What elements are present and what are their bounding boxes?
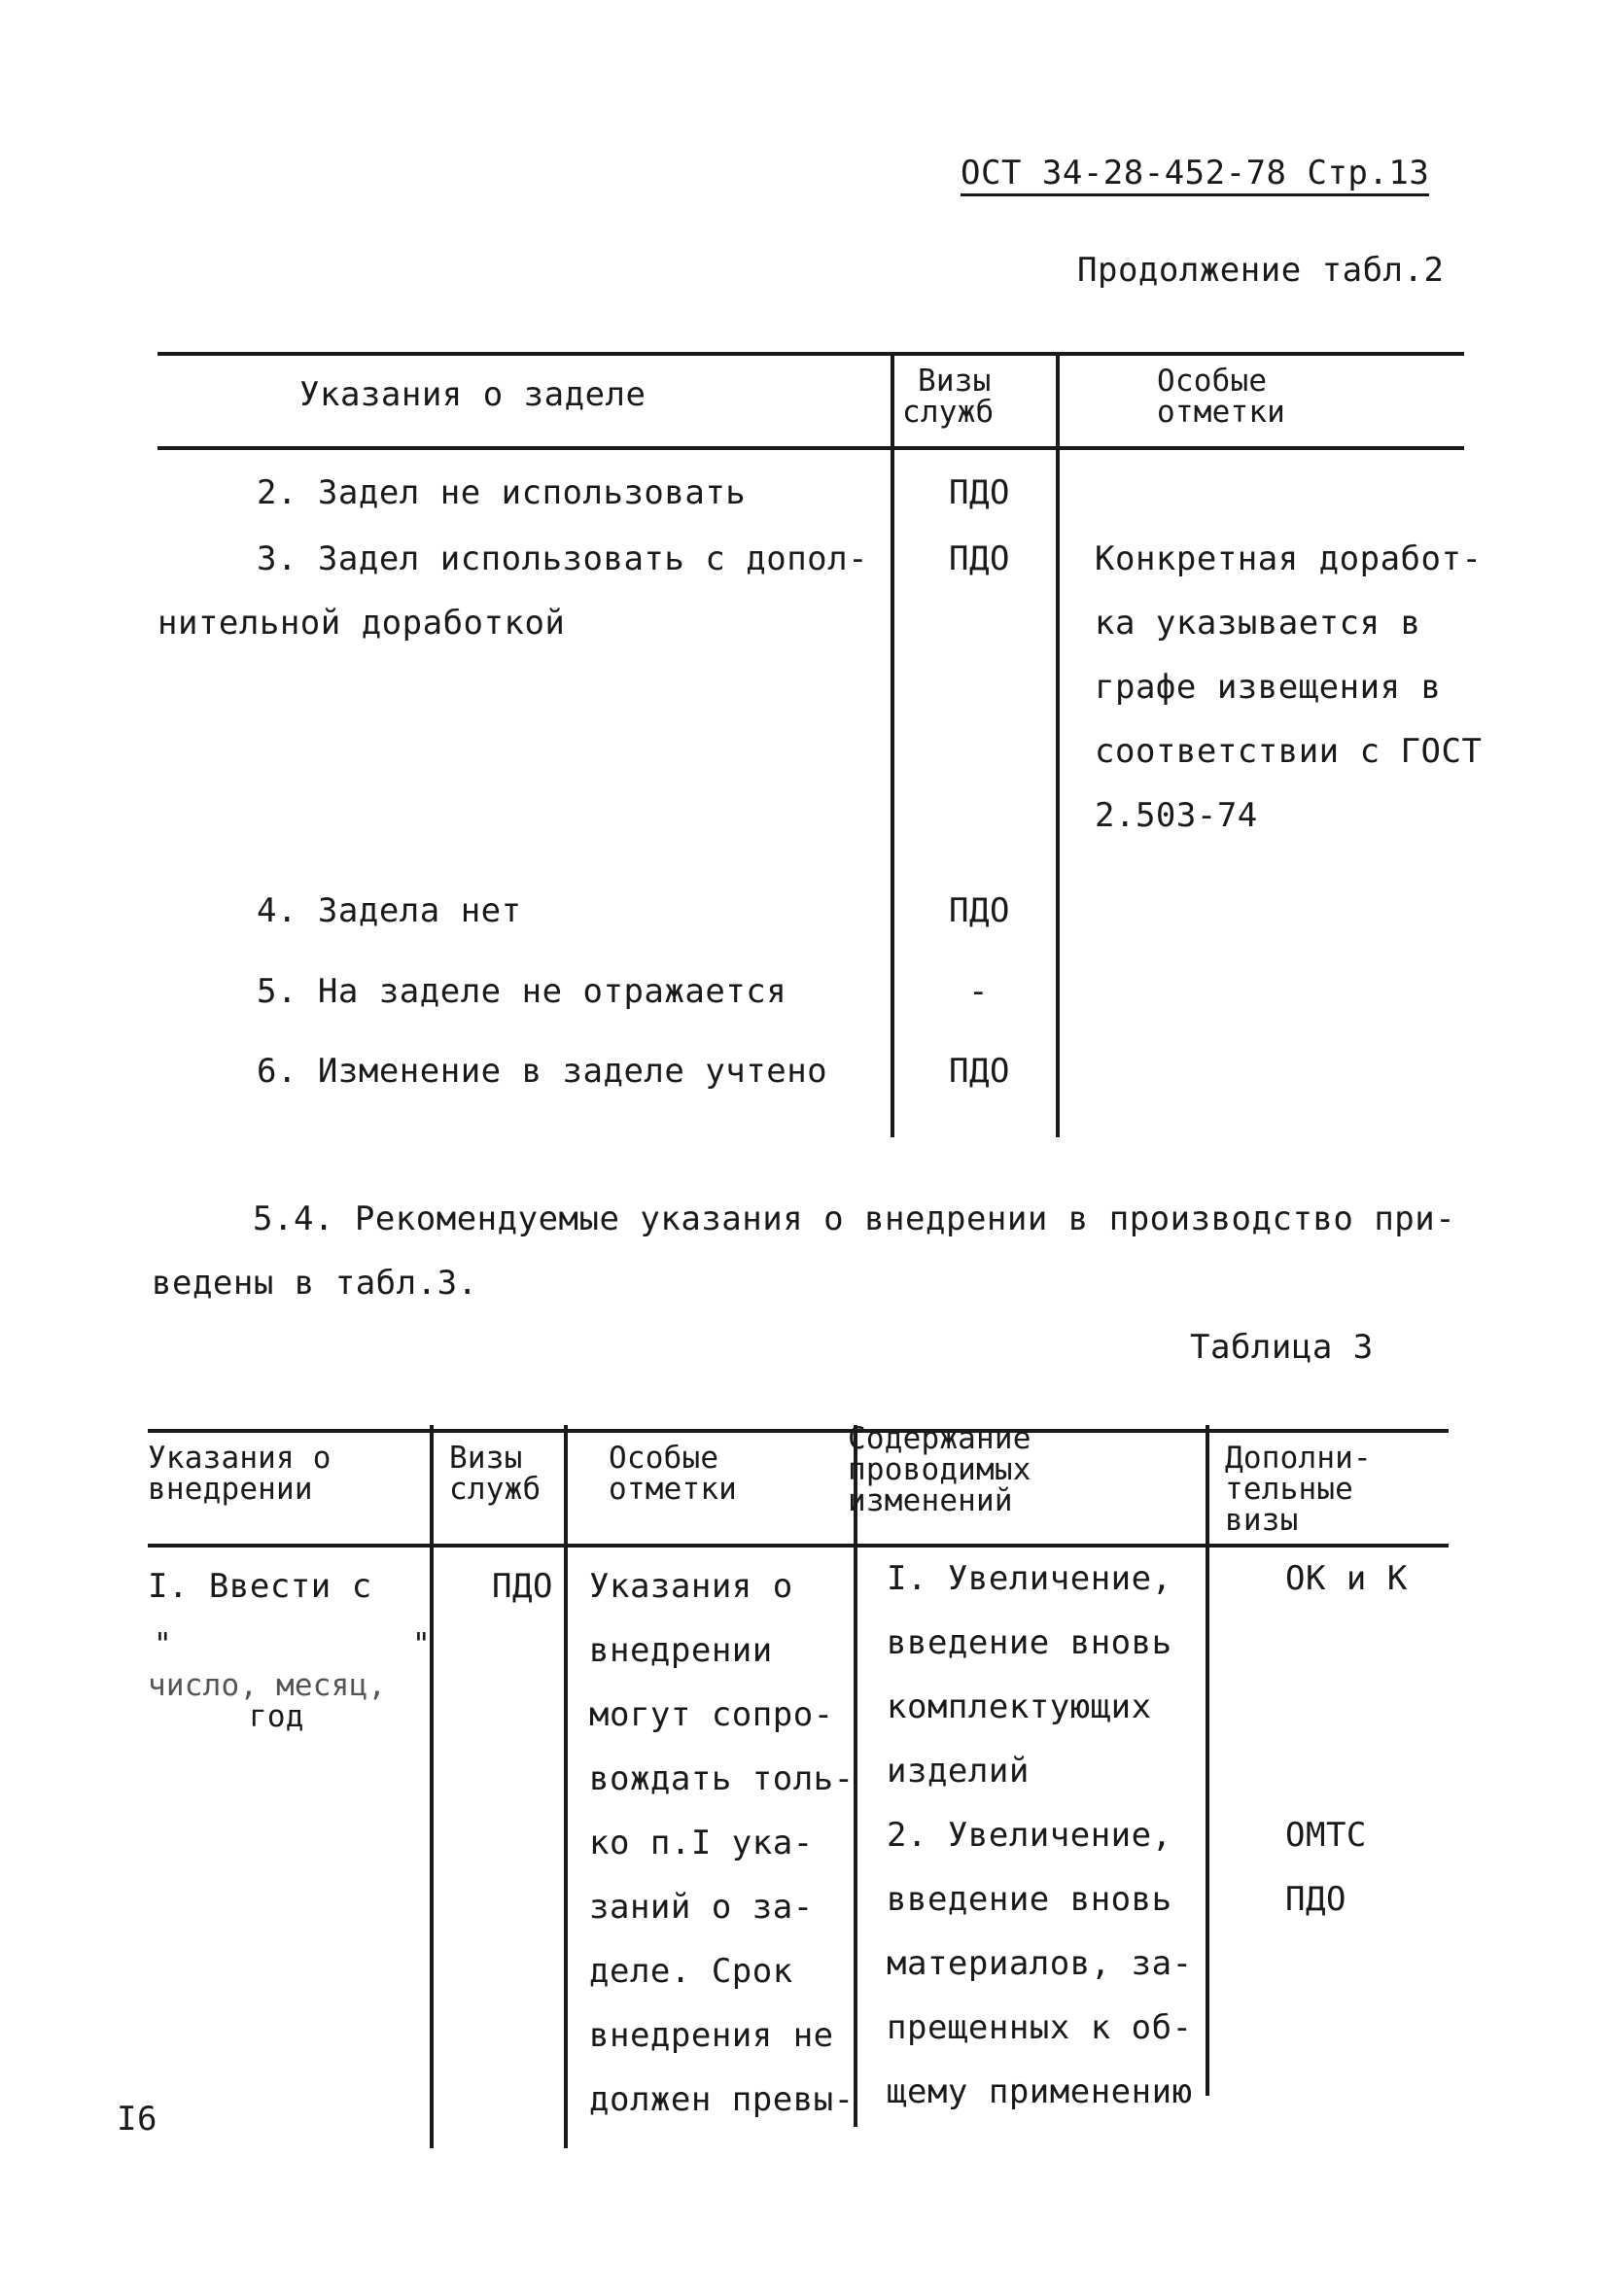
- table3-header-extra-visas-1: Дополни-: [1225, 1441, 1372, 1476]
- table3-header-extra-visas-2: тельные: [1225, 1472, 1354, 1507]
- table3-row1-visa: ПДО: [492, 1567, 553, 1606]
- table3-header-visas-2: служб: [449, 1472, 542, 1507]
- table3-row1-change: введение вновь: [887, 1623, 1172, 1662]
- table2-row-text: 5. На заделе не отражается: [257, 972, 787, 1011]
- table3-header-extra-visas-3: визы: [1225, 1503, 1299, 1538]
- table2-row-visa: ПДО: [949, 473, 1010, 512]
- table3-row1-quote-open: ": [154, 1627, 172, 1662]
- table3-row1-date-placeholder: число, месяц,: [148, 1668, 387, 1703]
- table3-row1-note: внедрения не: [589, 2016, 834, 2055]
- table3-header-instructions-1: Указания о: [148, 1441, 332, 1476]
- table3-row1-note: вождать толь-: [589, 1759, 855, 1798]
- table3-row1-change: щему применению: [887, 2072, 1193, 2111]
- table2-row-visa: ПДО: [949, 1052, 1010, 1091]
- table3-col-divider-4: [1206, 1425, 1209, 2096]
- table3-row1-note: должен превы-: [589, 2080, 855, 2119]
- table3-row1-change: комплектующих: [887, 1687, 1152, 1726]
- table2-row-text: 3. Задел использовать с допол-: [257, 539, 869, 578]
- table2-row-visa: ПДО: [949, 891, 1010, 930]
- table3-row1-note: ко п.I ука-: [589, 1824, 814, 1862]
- table2-header-instructions: Указания о заделе: [299, 375, 647, 414]
- table2-row-note: 2.503-74: [1095, 796, 1258, 835]
- table2-header-notes-1: Особые: [1157, 364, 1268, 399]
- table3-row1-change: изделий: [887, 1752, 1030, 1791]
- table2-row-note: графе извещения в: [1095, 668, 1442, 707]
- table3-header-rule: [148, 1544, 1449, 1548]
- table3-header-visas-1: Визы: [449, 1441, 523, 1476]
- table2-row-note: ка указывается в: [1095, 604, 1421, 643]
- table3-row1-year-placeholder: год: [249, 1699, 304, 1734]
- table3-row1-extra-visa: ПДО: [1285, 1880, 1346, 1919]
- table3-col-divider-1: [430, 1425, 434, 2148]
- table3-row1-extra-visa: ОМТС: [1285, 1816, 1367, 1855]
- table3-header-notes-2: отметки: [609, 1472, 738, 1507]
- table2-row-text: нительной доработкой: [157, 604, 566, 643]
- table3-title: Таблица 3: [1190, 1328, 1374, 1367]
- table3-row1-note: заний о за-: [589, 1888, 814, 1927]
- table2-row-visa: ПДО: [949, 539, 1010, 578]
- table3-row1-change: материалов, за-: [887, 1944, 1193, 1983]
- table3-top-rule: [148, 1429, 1449, 1433]
- table3-row1-note: деле. Срок: [589, 1952, 793, 1991]
- page-number: I6: [117, 2100, 157, 2139]
- table-continuation-label: Продолжение табл.2: [1077, 251, 1445, 290]
- table3-row1-change: 2. Увеличение,: [887, 1816, 1172, 1855]
- table3-row1-note: внедрении: [589, 1631, 773, 1670]
- table3-row1-note: Указания о: [589, 1567, 793, 1606]
- table2-header-rule: [157, 446, 1464, 450]
- table3-row1-instruction: I. Ввести с: [148, 1567, 372, 1606]
- table3-header-changes-2: проводимых: [848, 1452, 1031, 1487]
- table3-header-instructions-2: внедрении: [148, 1472, 313, 1507]
- table2-row-note: соответствии с ГОСТ: [1095, 732, 1483, 771]
- paragraph-line-2: ведены в табл.3.: [152, 1264, 478, 1303]
- table2-header-visas-2: служб: [902, 395, 995, 430]
- table3-row1-change: введение вновь: [887, 1880, 1172, 1919]
- table3-header-changes-1: Содержание: [848, 1421, 1031, 1456]
- table2-col-divider-1: [891, 352, 894, 1137]
- table3-row1-change: I. Увеличение,: [887, 1559, 1172, 1598]
- table3-header-changes-3: изменений: [848, 1483, 1013, 1518]
- paragraph-line-1: 5.4. Рекомендуемые указания о внедрении в производство при-: [253, 1200, 1456, 1238]
- table2-header-notes-2: отметки: [1157, 395, 1286, 430]
- table3-row1-note: могут сопро-: [589, 1695, 834, 1734]
- table3-header-notes-1: Особые: [609, 1441, 719, 1476]
- table2-row-note: Конкретная доработ-: [1095, 539, 1483, 578]
- table2-row-text: 6. Изменение в заделе учтено: [257, 1052, 828, 1091]
- table3-row1-extra-visa: ОК и К: [1285, 1559, 1408, 1598]
- table3-row1-quote-close: ": [412, 1627, 431, 1662]
- table2-header-visas-1: Визы: [918, 364, 992, 399]
- table2-row-text: 4. Задела нет: [257, 891, 522, 930]
- table2-col-divider-2: [1056, 352, 1060, 1137]
- document-reference: ОСТ 34-28-452-78 Стр.13: [961, 154, 1429, 196]
- table3-col-divider-2: [564, 1425, 568, 2148]
- table2-row-visa: -: [968, 972, 989, 1011]
- table2-row-text: 2. Задел не использовать: [257, 473, 747, 512]
- table2-top-rule: [157, 352, 1464, 356]
- table3-row1-change: прещенных к об-: [887, 2008, 1193, 2047]
